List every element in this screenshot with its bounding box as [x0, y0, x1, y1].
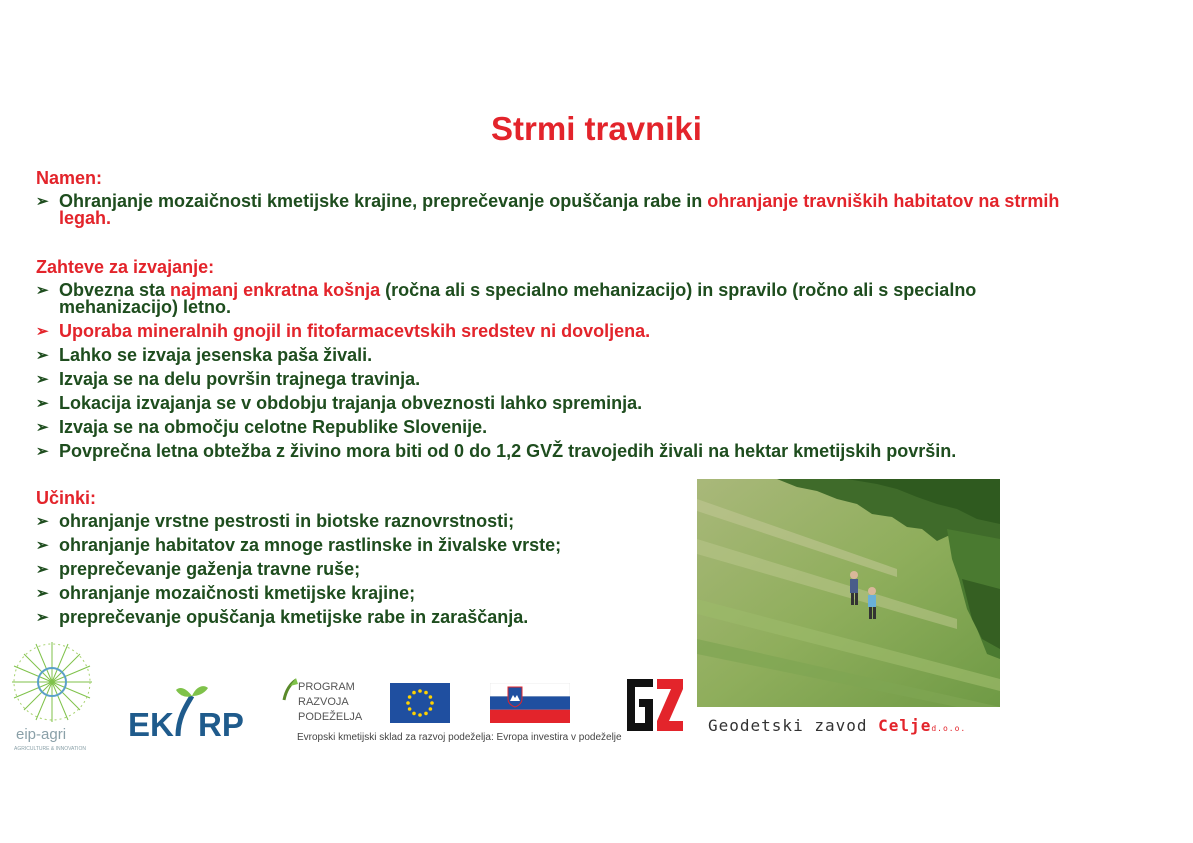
list-item: ➢ Povprečna letna obtežba z živino mora biti od 0 do 1,2 GVŽ travojedih živali na hektar kmetijskih površin. [36, 441, 957, 461]
arrow-bullet-icon: ➢ [36, 609, 49, 626]
arrow-bullet-icon: ➢ [36, 193, 49, 210]
section-heading-ucinki: Učinki: [36, 488, 97, 508]
gz-logo [625, 677, 685, 733]
prp-caption: Evropski kmetijski sklad za razvoj podeželja: Evropa investira v podeželje [297, 732, 622, 743]
list-item: ➢ Izvaja se na delu površin trajnega travinja. [36, 369, 421, 389]
arrow-bullet-icon: ➢ [36, 323, 49, 340]
arrow-bullet-icon: ➢ [36, 419, 49, 436]
page-title: Strmi travniki [491, 110, 702, 147]
arrow-bullet-icon: ➢ [36, 585, 49, 602]
arrow-bullet-icon: ➢ [36, 513, 49, 530]
arrow-bullet-icon: ➢ [36, 371, 49, 388]
arrow-bullet-icon: ➢ [36, 347, 49, 364]
arrow-bullet-icon: ➢ [36, 395, 49, 412]
arrow-bullet-icon: ➢ [36, 537, 49, 554]
zahteve-list [36, 282, 1096, 467]
arrow-bullet-icon: ➢ [36, 443, 49, 460]
list-item: ➢ ohranjanje mozaičnosti kmetijske krajine; [36, 583, 416, 603]
geodetski-zavod-wordmark: Geodetski zavod Celjed.o.o. [708, 716, 967, 735]
steep-meadow-photo [697, 479, 1000, 707]
eip-agri-logo: eip-agri AGRICULTURE & INNOVATION [6, 636, 98, 758]
arrow-bullet-icon: ➢ [36, 282, 49, 299]
list-item: ➢ Obvezna sta najmanj enkratna košnja (ročna ali s specialno mehanizacijo) in spravilo (ročno ali s specialno mehanizacijo) letno. [36, 280, 977, 317]
eu-flag-icon [390, 683, 450, 723]
slovenia-flag-icon [490, 683, 570, 723]
list-item: ➢ Ohranjanje mozaičnosti kmetijske krajine, preprečevanje opuščanja rabe in ohranjanje travniških habitatov na strmih legah. [36, 191, 1060, 228]
svg-text:RP: RP [198, 706, 244, 742]
list-item: ➢ Uporaba mineralnih gnojil in fitofarmacevtskih sredstev ni dovoljena. [36, 321, 651, 341]
list-item: ➢ preprečevanje gaženja travne ruše; [36, 559, 361, 579]
namen-list [36, 193, 1116, 234]
program-razvoja-podezelja-logo: PROGRAM RAZVOJA PODEŽELJA [280, 676, 375, 726]
eksrp-logo [128, 678, 253, 742]
arrow-bullet-icon: ➢ [36, 561, 49, 578]
list-item: ➢ Izvaja se na območju celotne Republike Slovenije. [36, 417, 488, 437]
svg-text:EK: EK [128, 706, 174, 742]
list-item: ➢ Lahko se izvaja jesenska paša živali. [36, 345, 373, 365]
section-heading-zahteve: Zahteve za izvajanje: [36, 257, 215, 277]
ucinki-list [36, 513, 686, 633]
list-item: ➢ Lokacija izvajanja se v obdobju trajanja obveznosti lahko spreminja. [36, 393, 643, 413]
list-item: ➢ preprečevanje opuščanja kmetijske rabe in zaraščanja. [36, 607, 529, 627]
section-heading-namen: Namen: [36, 168, 103, 188]
list-item: ➢ ohranjanje habitatov za mnoge rastlinske in živalske vrste; [36, 535, 562, 555]
list-item: ➢ ohranjanje vrstne pestrosti in biotske raznovrstnosti; [36, 511, 515, 531]
